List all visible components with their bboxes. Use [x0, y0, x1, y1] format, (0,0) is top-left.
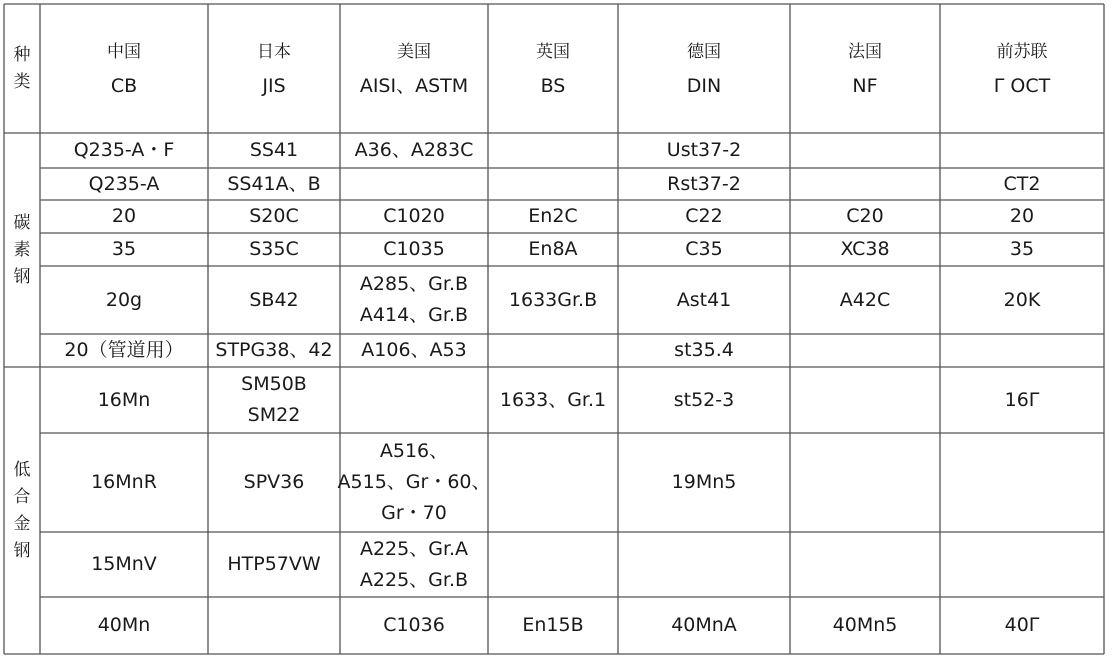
cell-text: st35.4	[674, 339, 734, 361]
table-cell	[40, 597, 208, 654]
group-label-text: 低合金钢	[13, 459, 31, 561]
cell-text: 35	[1009, 238, 1035, 260]
table-cell	[208, 266, 340, 334]
cell-text: 15MnV	[91, 553, 157, 575]
table-cell	[40, 200, 208, 233]
cell-text: 16Mn	[97, 388, 151, 411]
country-name: 中国	[107, 41, 141, 62]
table-cell	[940, 597, 1104, 654]
cell-text: 1633Gr.B	[508, 288, 598, 311]
table-cell	[488, 200, 618, 233]
cell-text: A414、Gr.B	[359, 304, 469, 326]
table-cell	[618, 597, 790, 654]
cell-text: C1035	[383, 238, 445, 260]
country-header	[40, 4, 208, 133]
standard-code: JIS	[262, 74, 286, 97]
table-cell	[488, 433, 618, 532]
cell-text: Ast41	[676, 288, 732, 311]
cell-text: A42C	[839, 288, 891, 311]
table-cell	[618, 133, 790, 168]
table-cell	[488, 597, 618, 654]
table-cell	[618, 532, 790, 597]
table-cell	[40, 133, 208, 168]
cell-text: SS41	[249, 139, 299, 161]
cell-text: C1036	[383, 614, 445, 636]
cell-text: C22	[685, 205, 723, 227]
country-header	[940, 4, 1104, 133]
table-cell	[618, 334, 790, 367]
cell-text: A225、Gr.A	[359, 537, 469, 560]
standard-code: AISI、ASTM	[359, 74, 469, 97]
country-name: 德国	[687, 41, 721, 62]
cell-text: C1020	[383, 205, 445, 227]
table-cell	[208, 367, 340, 433]
table-cell	[340, 334, 488, 367]
table-cell	[790, 233, 940, 266]
country-header	[618, 4, 790, 133]
cell-text: C35	[685, 238, 723, 260]
standard-code: Γ OCT	[993, 74, 1051, 97]
cell-text: SM50B	[241, 373, 307, 395]
table-cell	[940, 133, 1104, 168]
cell-text: 16MnR	[91, 471, 157, 493]
cell-text: A285、Gr.B	[359, 273, 469, 295]
cell-text: 40Mn5	[832, 614, 898, 636]
cell-text: SB42	[249, 288, 299, 311]
group-label	[4, 133, 40, 367]
standard-code: BS	[540, 74, 566, 97]
table-cell	[208, 532, 340, 597]
table-cell	[940, 433, 1104, 532]
cell-text: 20（管道用）	[64, 339, 184, 361]
table-cell	[340, 367, 488, 433]
country-header	[340, 4, 488, 133]
table-cell	[340, 133, 488, 168]
table-cell	[940, 200, 1104, 233]
table-cell	[940, 334, 1104, 367]
table-cell	[40, 433, 208, 532]
table-cell	[618, 433, 790, 532]
cell-text: 16Γ	[1004, 388, 1040, 411]
table-cell	[618, 266, 790, 334]
cell-text: HTP57VW	[227, 553, 321, 575]
table-cell	[618, 367, 790, 433]
standard-code: DIN	[686, 74, 722, 97]
table-cell	[790, 597, 940, 654]
table-cell	[40, 532, 208, 597]
table-cell	[488, 233, 618, 266]
table-cell	[940, 233, 1104, 266]
table-cell	[790, 532, 940, 597]
table-cell	[940, 266, 1104, 334]
country-name: 美国	[397, 41, 431, 62]
cell-text: En8A	[528, 238, 578, 260]
group-label-text: 碳素钢	[13, 212, 31, 287]
table-cell	[488, 133, 618, 168]
category-header-label: 种类	[13, 44, 31, 92]
table-cell	[488, 266, 618, 334]
cell-text: A516、	[379, 440, 449, 462]
table-cell	[337, 433, 491, 532]
cell-text: 35	[111, 238, 137, 260]
table-cell	[488, 168, 618, 200]
cell-text: A106、A53	[361, 339, 467, 361]
table-cell	[40, 367, 208, 433]
table-cell	[208, 334, 340, 367]
category-header	[4, 4, 40, 133]
table-cell	[940, 532, 1104, 597]
country-name: 英国	[536, 41, 570, 62]
cell-text: SM22	[247, 404, 301, 426]
cell-text: 19Mn5	[671, 471, 737, 493]
cell-text: 20K	[1003, 288, 1041, 311]
table-cell	[340, 266, 488, 334]
standard-code: NF	[852, 74, 878, 97]
country-header	[208, 4, 340, 133]
table-cell	[790, 133, 940, 168]
cell-text: Gr・70	[381, 502, 447, 524]
table-cell	[40, 334, 208, 367]
table-cell	[488, 367, 618, 433]
table-cell	[208, 433, 340, 532]
table-cell	[488, 334, 618, 367]
cell-text: Ust37-2	[666, 139, 742, 161]
country-name: 法国	[848, 41, 882, 62]
table-cell	[208, 200, 340, 233]
cell-text: XC38	[840, 238, 890, 260]
table-cell	[340, 597, 488, 654]
table-cell	[618, 233, 790, 266]
cell-text: Rst37-2	[667, 172, 741, 195]
table-cell	[40, 233, 208, 266]
cell-text: 40Γ	[1004, 614, 1040, 636]
cell-text: SPV36	[243, 471, 305, 493]
cell-text: En2C	[528, 205, 578, 227]
table-cell	[790, 266, 940, 334]
cell-text: A36、A283C	[354, 139, 474, 161]
table-cell	[340, 233, 488, 266]
cell-text: En15B	[522, 614, 584, 636]
cell-text: Q235-A	[88, 172, 160, 195]
cell-text: 20	[1009, 205, 1035, 227]
group-label	[4, 367, 40, 654]
standard-code: CB	[110, 74, 138, 97]
cell-text: C20	[846, 205, 884, 227]
table-cell	[790, 200, 940, 233]
table-cell	[940, 168, 1104, 200]
table-cell	[790, 168, 940, 200]
cell-text: STPG38、42	[215, 339, 333, 361]
table-cell	[208, 133, 340, 168]
table-cell	[488, 532, 618, 597]
table-cell	[40, 266, 208, 334]
table-cell	[618, 200, 790, 233]
cell-text: st52-3	[673, 388, 735, 411]
table-cell	[618, 168, 790, 200]
cell-text: A225、Gr.B	[359, 568, 469, 591]
cell-text: CT2	[1003, 172, 1041, 195]
country-name: 前苏联	[996, 41, 1048, 62]
table-cell	[340, 200, 488, 233]
table-cell	[340, 168, 488, 200]
cell-text: A515、Gr・60、	[337, 471, 491, 493]
cell-text: 1633、Gr.1	[499, 388, 607, 411]
country-header	[790, 4, 940, 133]
cell-text: S20C	[249, 205, 299, 227]
table-cell	[40, 168, 208, 200]
cell-text: SS41A、B	[227, 172, 321, 195]
table-cell	[208, 233, 340, 266]
cell-text: S35C	[249, 238, 299, 260]
table-cell	[790, 334, 940, 367]
table-cell	[940, 367, 1104, 433]
cell-text: 20	[111, 205, 137, 227]
cell-text: 40Mn	[97, 614, 151, 636]
cell-text: 20g	[105, 288, 143, 311]
cell-text: Q235-A・F	[73, 139, 175, 161]
table-cell	[208, 168, 340, 200]
table-cell	[790, 367, 940, 433]
table-cell	[790, 433, 940, 532]
country-header	[488, 4, 618, 133]
table-cell	[340, 532, 488, 597]
table-cell	[208, 597, 340, 654]
country-name: 日本	[257, 41, 291, 62]
cell-text: 40MnA	[671, 614, 737, 636]
